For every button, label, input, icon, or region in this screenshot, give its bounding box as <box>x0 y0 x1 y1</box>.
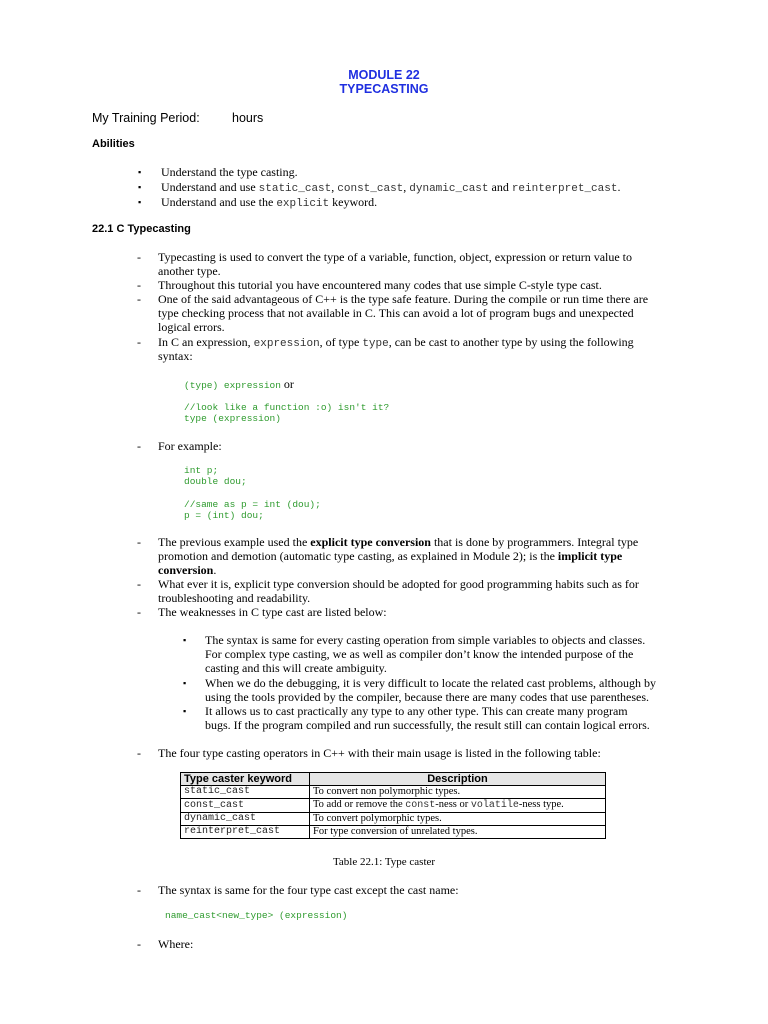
module-number: MODULE 22 <box>348 68 420 82</box>
weakness-line: For complex type casting, we as well as compiler don’t know the intended purpose of the <box>205 647 634 661</box>
table-cell-description: To add or remove the const-ness or volatile-ness type. <box>310 799 606 813</box>
dash-bullet-icon: - <box>137 278 141 292</box>
dash-bullet-icon: - <box>137 605 141 619</box>
table-cell-keyword: reinterpret_cast <box>181 826 310 839</box>
weakness-line: The syntax is same for every casting operation from simple variables to objects and classes. <box>205 633 646 647</box>
paragraph-line: Typecasting is used to convert the type of a variable, function, object, expression or return value to <box>158 250 633 264</box>
table-cell-description: To convert polymorphic types. <box>310 813 606 826</box>
paragraph-line: The previous example used the explicit type conversion that is done by programmers. Integral type <box>158 535 639 549</box>
weakness-line: using the tools provided by the compiler, because there are many codes that use parentheses. <box>205 690 650 704</box>
dash-bullet-icon: - <box>137 746 141 760</box>
table-row <box>181 799 606 813</box>
table-cell-keyword: static_cast <box>181 786 310 799</box>
paragraph-line: What ever it is, explicit type conversion should be adopted for good programming habits such as for <box>158 577 639 591</box>
square-bullet-icon: ▪ <box>183 678 187 688</box>
table-cell-keyword: dynamic_cast <box>181 813 310 826</box>
paragraph-line: Throughout this tutorial you have encountered many codes that use simple C-style type cast. <box>158 278 602 292</box>
paragraph-line: In C an expression, expression, of type type, can be cast to another type by using the following <box>158 335 634 350</box>
dash-bullet-icon: - <box>137 883 141 897</box>
code-line: //look like a function :o) isn't it? <box>184 402 390 413</box>
code-line: name_cast<new_type> (expression) <box>165 910 348 921</box>
square-bullet-icon: ▪ <box>138 197 142 207</box>
table-cell-keyword: const_cast <box>181 799 310 813</box>
dash-bullet-icon: - <box>137 439 141 453</box>
table-header-description: Description <box>310 773 606 786</box>
weakness-line: casting and this will create ambiguity. <box>205 661 387 675</box>
module-title: TYPECASTING <box>339 82 429 96</box>
paragraph-line: The syntax is same for the four type cast except the cast name: <box>158 883 459 897</box>
dash-bullet-icon: - <box>137 937 141 951</box>
weakness-line: It allows us to cast practically any type to any other type. This can create many program <box>205 704 628 718</box>
code-line: p = (int) dou; <box>184 510 264 521</box>
square-bullet-icon: ▪ <box>183 635 187 645</box>
code-line: double dou; <box>184 476 247 487</box>
table-row <box>181 786 606 799</box>
table-caption: Table 22.1: Type caster <box>332 856 436 868</box>
ability-item: Understand and use static_cast, const_cast, dynamic_cast and reinterpret_cast. <box>161 180 621 195</box>
paragraph-line: type checking process that not available in C. This can avoid a lot of program bugs and unexpected <box>158 306 634 320</box>
table-row <box>181 813 606 826</box>
paragraph-line: syntax: <box>158 349 193 363</box>
dash-bullet-icon: - <box>137 577 141 591</box>
table-header-keyword: Type caster keyword <box>181 773 310 786</box>
code-line: (type) expression or <box>184 377 294 391</box>
square-bullet-icon: ▪ <box>138 167 142 177</box>
table-row <box>181 826 606 839</box>
square-bullet-icon: ▪ <box>183 706 187 716</box>
dash-bullet-icon: - <box>137 292 141 306</box>
dash-bullet-icon: - <box>137 335 141 349</box>
paragraph-line: conversion. <box>158 563 217 577</box>
paragraph-line: another type. <box>158 264 221 278</box>
paragraph-line: promotion and demotion (automatic type casting, as explained in Module 2); is the implicit type <box>158 549 623 563</box>
ability-item: Understand the type casting. <box>161 165 298 179</box>
paragraph-line: One of the said advantageous of C++ is the type safe feature. During the compile or run time there are <box>158 292 649 306</box>
table-cell-description: For type conversion of unrelated types. <box>310 826 606 839</box>
training-hours: hours <box>232 111 264 125</box>
paragraph-line: troubleshooting and readability. <box>158 591 311 605</box>
square-bullet-icon: ▪ <box>138 182 142 192</box>
weakness-line: bugs. If the program compiled and run successfully, the result still can contain logical errors. <box>205 718 650 732</box>
dash-bullet-icon: - <box>137 250 141 264</box>
code-line: type (expression) <box>184 413 281 424</box>
table-cell-description: To convert non polymorphic types. <box>310 786 606 799</box>
dash-bullet-icon: - <box>137 535 141 549</box>
code-line: int p; <box>184 465 219 476</box>
training-label: My Training Period: <box>92 111 200 125</box>
code-line: //same as p = int (dou); <box>184 499 321 510</box>
paragraph-line: The four type casting operators in C++ with their main usage is listed in the following table: <box>158 746 601 760</box>
type-caster-table <box>180 772 606 839</box>
table-header-row <box>181 773 606 786</box>
paragraph-line: The weaknesses in C type cast are listed below: <box>158 605 387 619</box>
abilities-heading: Abilities <box>92 138 135 150</box>
section-heading: 22.1 C Typecasting <box>92 223 191 235</box>
paragraph-line: For example: <box>158 439 222 453</box>
paragraph-line: logical errors. <box>158 320 225 334</box>
training-period <box>92 111 264 125</box>
weakness-line: When we do the debugging, it is very difficult to locate the related cast problems, although by <box>205 676 656 690</box>
paragraph-line: Where: <box>158 937 194 951</box>
ability-item: Understand and use the explicit keyword. <box>161 195 378 210</box>
